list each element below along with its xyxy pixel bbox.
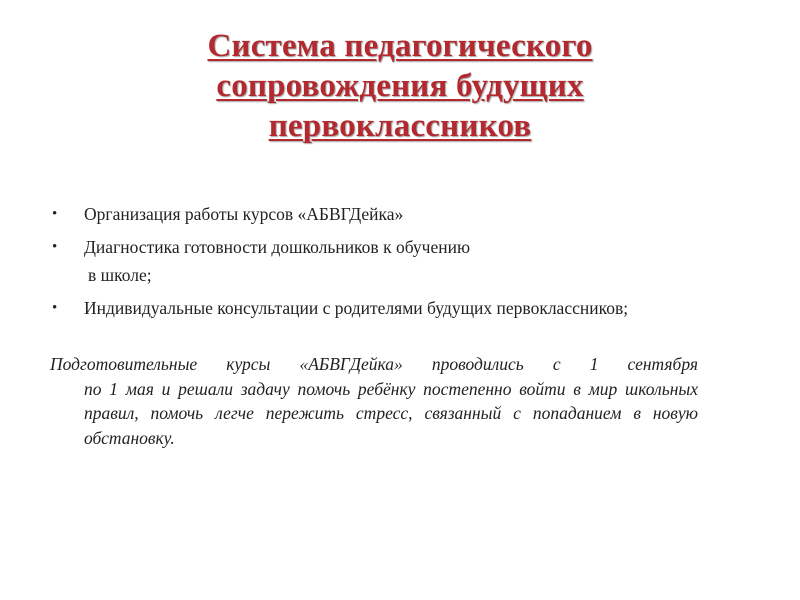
paragraph-first-line: Подготовительные курсы «АБВГДейка» проводились с 1 сентября <box>50 354 698 374</box>
list-item-text: Диагностика готовности дошкольников к обучению <box>84 237 471 257</box>
list-item <box>46 202 700 226</box>
title-line-3: первоклассников <box>268 108 532 144</box>
list-item <box>46 296 700 320</box>
bullet-list-2 <box>46 296 700 320</box>
bullet-icon: • <box>52 300 58 316</box>
list-item-text: Индивидуальные консультации с родителями будущих первоклассников; <box>84 298 629 318</box>
slide-title <box>120 26 680 146</box>
list-item <box>46 235 700 259</box>
bullet-list-container <box>46 202 700 329</box>
description-paragraph <box>50 352 698 450</box>
bullet-icon: • <box>52 239 58 255</box>
title-line-1: Система педагогического <box>207 28 593 64</box>
list-item-continuation: в школе; <box>88 265 152 285</box>
bullet-list <box>46 202 700 259</box>
title-line-2: сопровождения будущих <box>216 68 584 104</box>
bullet-icon: • <box>52 206 58 222</box>
list-item-text: Организация работы курсов «АБВГДейка» <box>84 204 404 224</box>
paragraph-body: по 1 мая и решали задачу помочь ребёнку постепенно войти в мир школьных правил, помочь легче пережить стресс, связанный с попаданием в новую обстановку. <box>84 378 698 448</box>
